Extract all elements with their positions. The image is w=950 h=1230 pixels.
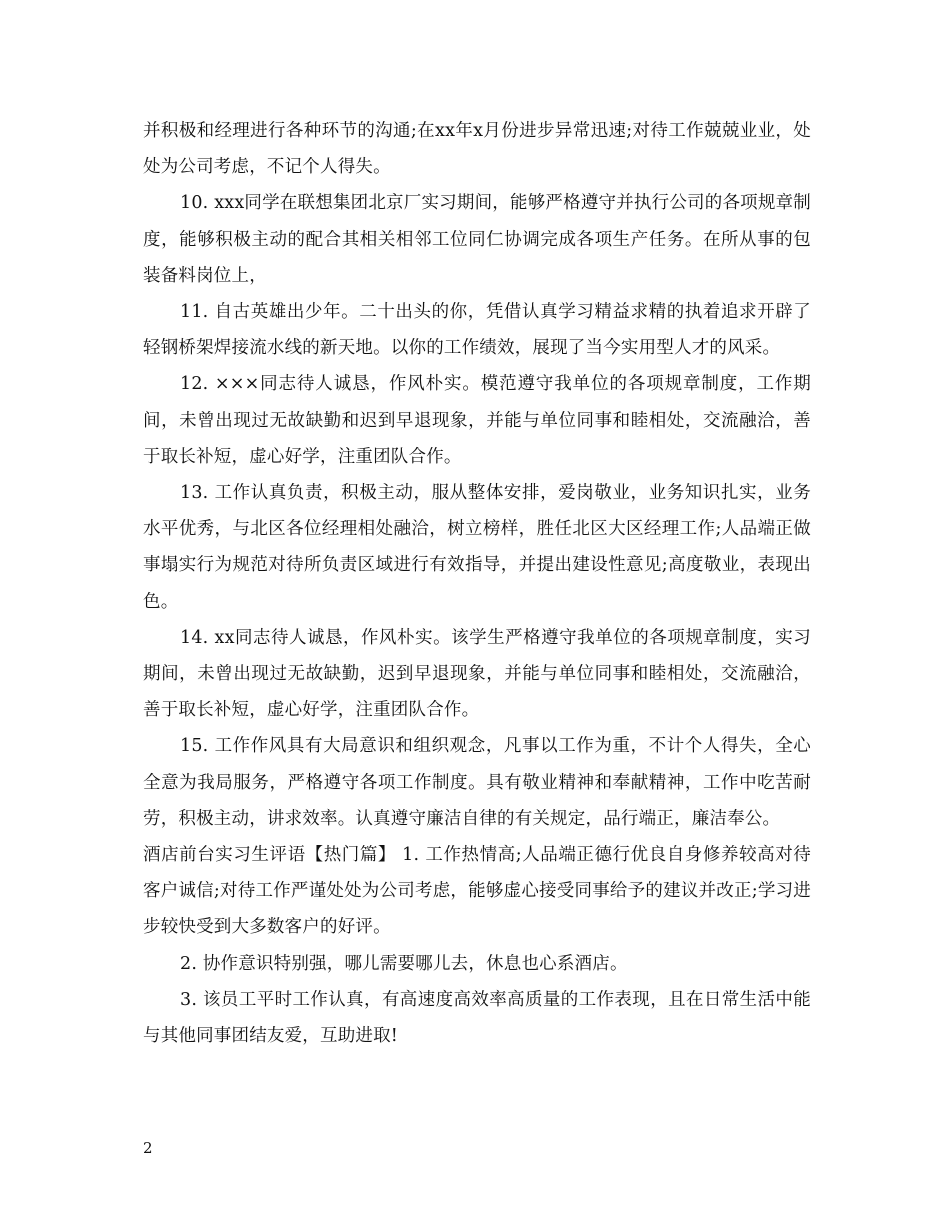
paragraph-item-14: 14. xx同志待人诚恳，作风朴实。该学生严格遵守我单位的各项规章制度，实习期间，未曾出现过无故缺勤，迟到早退现象，并能与单位同事和睦相处，交流融洽，善于取长补短，虚心好学，注重团队合作。 xyxy=(143,627,811,721)
paragraph-item-13: 13. 工作认真负责，积极主动，服从整体安排，爱岗敬业，业务知识扎实，业务水平优秀，与北区各位经理相处融洽，树立榜样，胜任北区大区经理工作;人品端正做事塌实行为规范对待所负责区域进行有效指导，并提出建设性意见;高度敬业，表现出色。 xyxy=(143,483,811,612)
paragraph-section-item-3: 3. 该员工平时工作认真，有高速度高效率高质量的工作表现，且在日常生活中能与其他同事团结友爱，互助进取! xyxy=(143,989,811,1047)
paragraph-section-item-2: 2. 协作意识特别强，哪儿需要哪儿去，休息也心系酒店。 xyxy=(180,953,628,974)
paragraph-continuation: 并积极和经理进行各种环节的沟通;在xx年x月份进步异常迅速;对待工作兢兢业业，处处为公司考虑，不记个人得失。 xyxy=(143,121,811,178)
document-body xyxy=(143,113,811,1054)
paragraph-item-11: 11. 自古英雄出少年。二十出头的你，凭借认真学习精益求精的执着追求开辟了轻钢桥架焊接流水线的新天地。以你的工作绩效，展现了当今实用型人才的风采。 xyxy=(143,302,811,359)
section-paragraph xyxy=(143,837,811,946)
page-number: 2 xyxy=(143,1139,153,1157)
paragraph-item-12: 12. ×××同志待人诚恳，作风朴实。模范遵守我单位的各项规章制度，工作期间，未曾出现过无故缺勤和迟到早退现象，并能与单位同事和睦相处，交流融洽，善于取长补短，虚心好学，注重团队合作。 xyxy=(143,374,811,467)
paragraph-item-15: 15. 工作作风具有大局意识和组织观念，凡事以工作为重，不计个人得失，全心全意为我局服务，严格遵守各项工作制度。具有敬业精神和奉献精神，工作中吃苦耐劳，积极主动，讲求效率。认真遵守廉洁自律的有关规定，品行端正，廉洁奉公。 xyxy=(143,736,811,829)
section-item-1: 1. 工作热情高;人品端正德行优良自身修养较高对待客户诚信;对待工作严谨处处为公司考虑，能够虚心接受同事给予的建议并改正;学习进步较快受到大多数客户的好评。 xyxy=(143,845,811,938)
section-heading: 酒店前台实习生评语【热门篇】 xyxy=(143,845,397,866)
paragraph-item-10: 10. xxx同学在联想集团北京厂实习期间，能够严格遵守并执行公司的各项规章制度，能够积极主动的配合其相关相邻工位同仁协调完成各项生产任务。在所从事的包装备料岗位上， xyxy=(143,193,811,286)
